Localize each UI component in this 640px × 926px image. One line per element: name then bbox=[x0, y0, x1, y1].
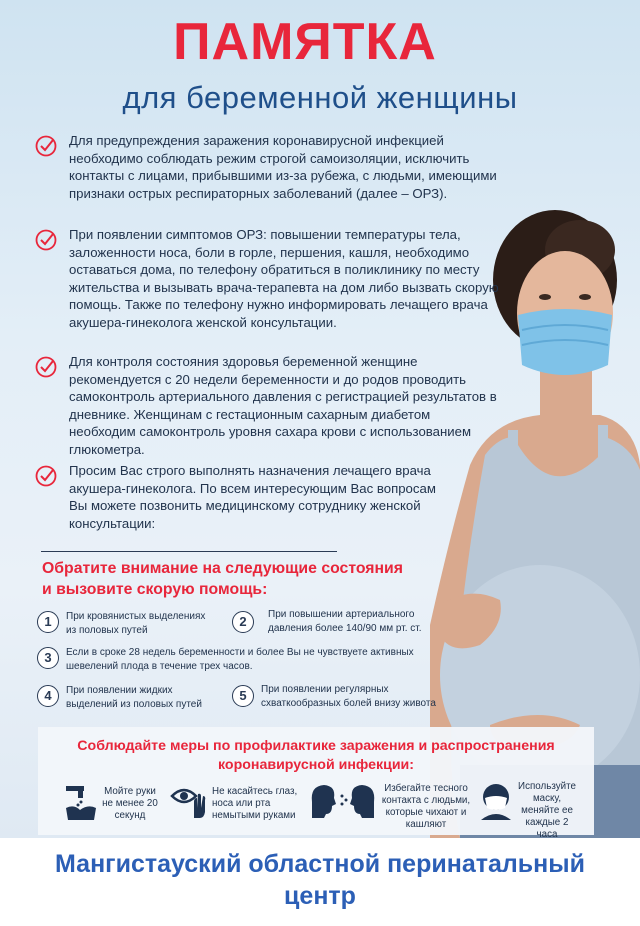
prevention-title-line-2: коронавирусной инфекции: bbox=[217, 757, 415, 773]
check-icon bbox=[35, 229, 57, 251]
condition-number: 3 bbox=[37, 647, 59, 669]
condition-text: При кровянистых выделениях из половых путей bbox=[66, 611, 206, 636]
tip-text: Используйте маску, меняйте ее каждые 2 часа bbox=[518, 781, 576, 838]
mask-person-icon bbox=[478, 782, 514, 820]
check-icon bbox=[35, 465, 57, 487]
condition-number: 2 bbox=[232, 611, 254, 633]
condition-number: 1 bbox=[37, 611, 59, 633]
info-item-1: Для предупреждения заражения коронавирусной инфекцией необходимо соблюдать режим строгой самоизоляции, исключить контакты с лицами, прибывшими из-за рубежа, с людьми, имеющими признаки острых респираторных заболеваний (далее – ОРЗ). bbox=[69, 133, 497, 201]
check-icon bbox=[35, 356, 57, 378]
condition-text: Если в сроке 28 недель беременности и более Вы не чувствуете активных шевелений плода в течение трех часов. bbox=[66, 647, 414, 672]
condition-number: 5 bbox=[232, 685, 254, 707]
condition-text: При появлении жидких выделений из половых путей bbox=[66, 685, 202, 710]
tip-text: Не касайтесь глаз, носа или рта немытыми руками bbox=[212, 786, 298, 821]
prevention-title bbox=[38, 737, 594, 775]
info-item-4: Просим Вас строго выполнять назначения лечащего врача акушера-гинеколога. По всем интересующим Вас вопросам Вы можете позвонить медицинскому сотруднику женской консультации: bbox=[69, 463, 436, 531]
footer-title bbox=[0, 848, 640, 912]
prevention-title-line-1: Соблюдайте меры по профилактике заражения и распространения bbox=[77, 738, 555, 754]
sneezing-people-icon bbox=[308, 782, 378, 820]
condition-text: При повышении артериального давления более 140/90 мм рт. ст. bbox=[268, 609, 422, 634]
condition-number: 4 bbox=[37, 685, 59, 707]
washing-hands-icon bbox=[62, 784, 98, 822]
info-item-3: Для контроля состояния здоровья беременной женщине рекомендуется с 20 недели беременности и до родов проводить самоконтроль артериального давления с регистрацией результатов в дневнике. Женщинам с гестационным сахарным диабетом необходим самоконтроль уровня сахара крови с использованием глюкометра. bbox=[69, 354, 497, 457]
tip-text: Избегайте тесного контакта с людьми, которые чихают и кашляют bbox=[381, 783, 471, 830]
phone-write-line bbox=[41, 551, 337, 552]
footer-line-1: Мангистауский областной перинатальный bbox=[55, 850, 585, 878]
eye-hand-icon bbox=[170, 784, 210, 820]
poster-title: ПАМЯТКА bbox=[173, 13, 437, 71]
attention-line-2: и вызовите скорую помощь: bbox=[42, 581, 268, 598]
footer-line-2: центр bbox=[284, 882, 356, 910]
condition-text: При появлении регулярных схваткообразных болей внизу живота bbox=[261, 684, 436, 709]
attention-line-1: Обратите внимание на следующие состояния bbox=[42, 560, 403, 577]
tip-text: Мойте руки не менее 20 секунд bbox=[102, 786, 158, 821]
info-item-2: При появлении симптомов ОРЗ: повышении температуры тела, заложенности носа, боли в горле, першения, кашля, необходимо оставаться дома, по телефону обратиться в поликлинику по месту жительства и вызывать врача-терапевта на дом либо вызвать скорую помощь. Также по телефону нужно информировать лечащего врача акушера-гинеколога женской консультации. bbox=[69, 227, 499, 330]
attention-heading bbox=[42, 558, 442, 600]
poster-subtitle: для беременной женщины bbox=[122, 80, 518, 115]
check-icon bbox=[35, 135, 57, 157]
